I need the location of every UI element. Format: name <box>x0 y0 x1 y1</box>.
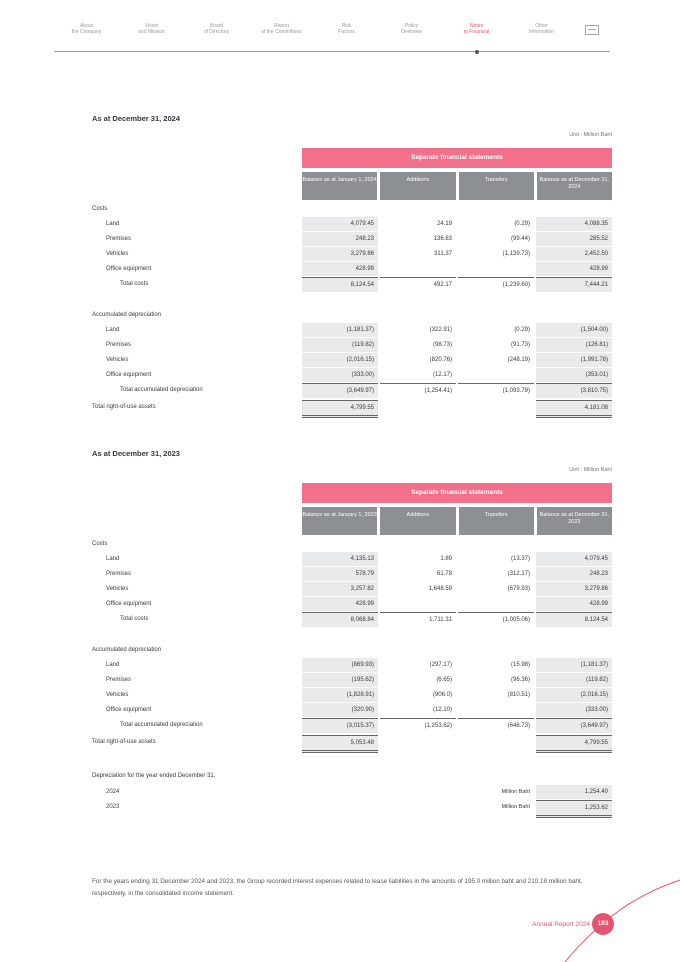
table-row: Premises 248.23 136.83 (99.44) 285.52 <box>92 232 612 246</box>
home-icon[interactable] <box>585 25 599 35</box>
top-navigation <box>54 20 610 52</box>
nav-item-risk[interactable]: Risk Factors <box>338 23 355 35</box>
unit-label-2024: Unit : Million Baht <box>569 132 612 138</box>
col-header-transfers: Transfers <box>459 172 534 200</box>
depreciation-row: 2024 Million Baht 1,254.40 <box>92 785 612 799</box>
costs-heading-row: Costs <box>92 206 108 212</box>
nav-item-financial-notes[interactable]: Notes to Financial <box>444 20 509 51</box>
table-row: Office equipment 428.99 428.99 <box>92 262 612 276</box>
col-header-closing: Balance as at December 31, 2024 <box>537 172 612 200</box>
table-group-header: Separate financial statements <box>302 483 612 503</box>
nav-item-vision[interactable]: Vision and Mission <box>138 23 165 35</box>
page-number-badge: 193 <box>592 913 614 935</box>
lease-interest-note: For the years ending 31 December 2024 and 2023, the Group recorded interest expenses related to lease liabilities in the amounts of 195.0 million baht and 210.18 million baht, respectively, in the consolidated income statement. <box>92 878 583 897</box>
table-column-headers <box>302 172 612 200</box>
total-accumulated-row: Total accumulated depreciation (3,015.37) (1,253.62) (646.73) (3,649.97) <box>92 718 612 732</box>
col-header-additions: Additions <box>380 507 455 535</box>
table-row: Premises (119.82) (98.73) (91.73) (126.81) <box>92 338 612 352</box>
nav-item-about[interactable]: About the Company <box>71 23 102 35</box>
table-row: Vehicles (2,016.15) (820.76) (248.19) (1,991.78) <box>92 353 612 367</box>
table-row: Vehicles 3,257.82 1,648.59 (679.93) 3,279.86 <box>92 582 612 596</box>
net-right-of-use-row: Total right-of-use assets 4,799.55 4,181.08 <box>92 400 612 414</box>
costs-heading-row: Costs <box>92 541 108 547</box>
table-row: Office equipment 428.99 428.99 <box>92 597 612 611</box>
nav-item-policy[interactable]: Policy Overview <box>401 23 422 35</box>
col-header-closing: Balance as at December 31, 2023 <box>537 507 612 535</box>
nav-item-board[interactable]: Board of Directors <box>203 23 230 35</box>
table-row: Land 4,079.45 24.19 (0.29) 4,088.35 <box>92 217 612 231</box>
col-header-opening: Balance as at January 1, 2023 <box>302 507 377 535</box>
table-row: Office equipment (320.90) (12.10) (333.00) <box>92 703 612 717</box>
table-row: Premises 578.79 61.78 (312.17) 248.23 <box>92 567 612 581</box>
table-row: Vehicles 3,279.86 311.37 (1,139.73) 2,452.50 <box>92 247 612 261</box>
depreciation-row: 2023 Million Baht 1,253.62 <box>92 800 612 814</box>
section-title-2023: As at December 31, 2023 <box>92 449 180 458</box>
decorative-curve <box>540 860 680 962</box>
accumulated-heading-row: Accumulated depreciation <box>92 647 162 653</box>
col-header-transfers: Transfers <box>459 507 534 535</box>
footer-report-label: Annual Report 2024 <box>532 921 590 928</box>
total-accumulated-row: Total accumulated depreciation (3,649.97) (1,254.41) (1,093.79) (3,810.75) <box>92 383 612 397</box>
table-column-headers <box>302 507 612 535</box>
table-row: Land (869.93) (297.17) (15.98) (1,181.37) <box>92 658 612 672</box>
nav-item-other[interactable]: Other Information <box>528 23 554 35</box>
table-row: Land (1,181.37) (322.91) (0.29) (1,504.00) <box>92 323 612 337</box>
nav-item-home[interactable] <box>574 20 610 51</box>
total-costs-row: Total costs 8,124.54 492.17 (1,239.60) 7,444.21 <box>92 277 612 291</box>
net-right-of-use-row: Total right-of-use assets 5,053.48 4,799.55 <box>92 735 612 749</box>
table-row: Office equipment (333.00) (12.17) (353.01) <box>92 368 612 382</box>
unit-label-2023: Unit : Million Baht <box>569 467 612 473</box>
col-header-opening: Balance as at January 1, 2024 <box>302 172 377 200</box>
depreciation-heading-row: Depreciation for the year ended December 31, <box>92 773 216 779</box>
accumulated-heading-row: Accumulated depreciation <box>92 312 162 318</box>
table-row: Land 4,135.13 1.89 (13.37) 4,079.45 <box>92 552 612 566</box>
table-row: Vehicles (1,828.91) (906.0) (810.51) (2,016.15) <box>92 688 612 702</box>
table-group-header: Separate financial statements <box>302 148 612 168</box>
col-header-additions: Additions <box>380 172 455 200</box>
table-row: Premises (195.62) (6.65) (96.36) (119.82) <box>92 673 612 687</box>
nav-item-committees[interactable]: Report of the Committees <box>261 23 302 35</box>
total-costs-row: Total costs 8,068.84 1,711.31 (1,005.06) 8,124.54 <box>92 612 612 626</box>
section-title-2024: As at December 31, 2024 <box>92 114 180 123</box>
